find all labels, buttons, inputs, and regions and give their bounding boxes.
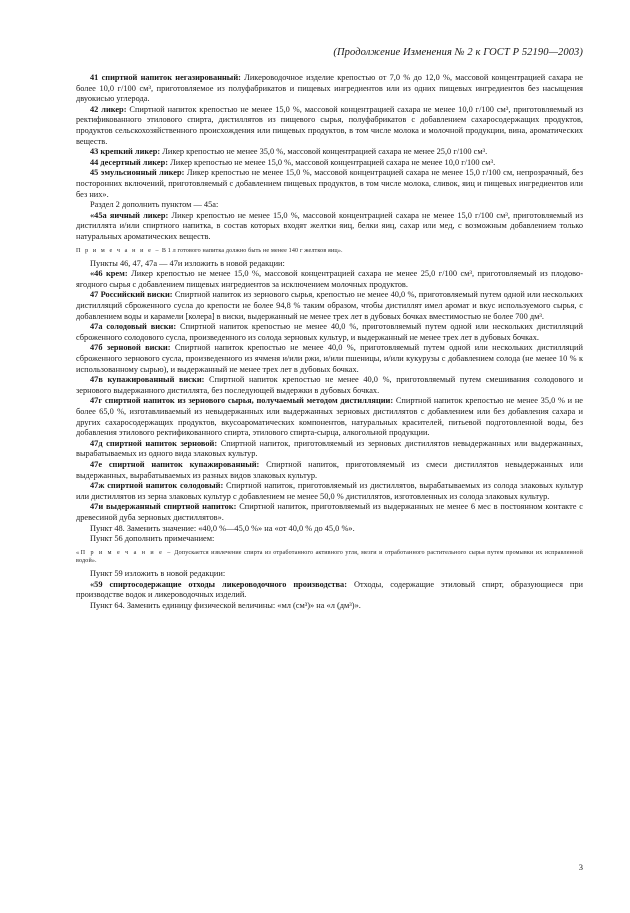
paragraph <box>76 105 583 147</box>
term: 44 десертный ликер: <box>90 157 169 167</box>
paragraph-text: Раздел 2 дополнить пунктом — 45а: <box>90 200 219 210</box>
paragraph <box>76 269 583 290</box>
paragraph <box>76 259 583 270</box>
paragraph-text: Ликероводочное изделие крепостью от 7,0 % до 12,0 %, массовой концентрацией сахара не более 10,0 г/100 см³, приготовляемое из полуфабрикатов и пищевых ингредиентов или из одних пищевых ингредиентов без насыщения двуокисью углерода. <box>76 73 584 104</box>
paragraph <box>76 158 583 169</box>
paragraph <box>76 502 583 523</box>
paragraph-text: Ликер крепостью не менее 35,0 %, массовой концентрацией сахара не менее 25,0 г/100 см³. <box>160 147 488 157</box>
note-label: П р и м е ч а н и е – <box>76 247 161 254</box>
paragraph-group-2 <box>76 259 583 545</box>
term: 47б зерновой виски: <box>90 343 171 353</box>
term: 47ж спиртной напиток солодовый: <box>90 481 224 491</box>
paragraph <box>76 580 583 601</box>
paragraph-text: Спиртной напиток, приготовляемый из дистиллятов, вырабатываемых из солода злаковых культур или дистиллятов из зерна злаковых культур с добавлением не менее 50,0 % дистиллятов, изготовленных из солода злаковых культур. <box>76 481 583 501</box>
paragraph <box>76 322 583 343</box>
term: «59 спиртосодержащие отходы ликероводочного производства: <box>90 579 347 589</box>
running-header: (Продолжение Изменения № 2 к ГОСТ Р 52190—2003) <box>333 47 583 58</box>
paragraph <box>76 147 583 158</box>
paragraph-text: Пункт 59 изложить в новой редакции: <box>90 569 226 579</box>
paragraph <box>76 375 583 396</box>
term: 47е спиртной напиток купажированный: <box>90 459 260 469</box>
paragraph-group-3 <box>76 569 583 611</box>
note-yolk <box>76 247 583 255</box>
term: 47 Российский виски: <box>90 290 173 300</box>
paragraph-text: Пункт 56 дополнить примечанием: <box>90 534 215 544</box>
term: «46 крем: <box>90 269 128 279</box>
term: 47в купажированный виски: <box>90 375 205 385</box>
paragraph-text: Спиртной напиток, приготовляемый из выдержанных не менее 6 мес в постоянном контакте с древесиной дуба зерновых дистиллятов». <box>76 502 583 522</box>
paragraph-text: Спиртной напиток из зернового сырья, крепостью не менее 40,0 %, приготовляемый путем одной или нескольких дистилляций сброженного сусла до крепости не более 94,8 % таким образом, чтобы дистиллят имел аромат и вкус используемого сырья, с добавлением воды и карамели [колера] в виски, выдержанный не менее трех лет в дубовых бочках вместимостью не более 700 дм³. <box>76 290 583 321</box>
paragraph <box>76 211 583 243</box>
paragraph <box>76 396 583 438</box>
term: 43 крепкий ликер: <box>90 147 161 157</box>
paragraph <box>76 481 583 502</box>
paragraph <box>76 460 583 481</box>
paragraph-text: Спиртной напиток крепостью не менее 35,0 % и не более 65,0 %, изготавливаемый из невыдержанных или выдержанных зерновых дистиллятов с добавлением или без добавления сахара и других сахаросодержащих продуктов, вкусоароматических компонентов, натуральных красителей, питьевой подготовленной воды, без добавления этилового ректификованного спирта, этилового спирта-сырца, алкогольной продукции. <box>76 396 583 438</box>
term: 47и выдержанный спиртной напиток: <box>90 502 237 512</box>
paragraph <box>76 524 583 535</box>
paragraph-text: Ликер крепостью не менее 15,0 %, массовой концентрацией сахара не менее 15,0 г/100 см³, приготовляемый из дистиллята и/или спиртного напитка, в состав которых входят желтки яиц, белки яиц, сахар или мед, с возможным добавлением только натуральных ароматических веществ. <box>76 210 583 241</box>
term: 47г спиртной напиток из зернового сырья, получаемый методом дистилляции: <box>90 396 394 406</box>
paragraph-text: Спиртной напиток крепостью не менее 15,0 %, массовой концентрацией сахара не менее 10,0 г/100 см³, приготовляемый из ректификованного этилового спирта, дистиллятов из пищевого сырья, полуфабрикатов с добавлением сахаросодержащих продуктов, продуктов сельскохозяйственного происхождения или пищевых продуктов, в том числе молока и молочной продукции, вина, ароматических веществ. <box>76 104 584 146</box>
term: 45 эмульсионный ликер: <box>90 168 185 178</box>
term: «45а яичный ликер: <box>90 210 169 220</box>
paragraph <box>76 168 583 200</box>
paragraph-text: Ликер крепостью не менее 15,0 %, массовой концентрацией сахара не менее 10,0 г/100 см³. <box>168 157 496 167</box>
term: 42 ликер: <box>90 104 127 114</box>
paragraph-text: Спиртной напиток крепостью не менее 40,0 %, приготовляемый путем одной или нескольких дистилляций сброженного солодового сусла, произведенного из солода зерновых культур, и выдержанный не менее трех лет в дубовых бочках. <box>76 322 583 342</box>
paragraph-text: Ликер крепостью не менее 15,0 %, массовой концентрацией сахара не менее 25,0 г/100 см³, приготовляемый из плодово-ягодного сырья с добавлением пищевых ингредиентов за исключением молочных продуктов. <box>76 269 583 289</box>
page-number: 3 <box>578 862 583 872</box>
paragraph <box>76 601 583 612</box>
paragraph <box>76 200 583 211</box>
paragraph-text: Пункты 46, 47, 47а — 47и изложить в новой редакции: <box>90 258 285 268</box>
paragraph-text: Спиртной напиток, приготовляемый из смеси дистиллятов невыдержанных или выдержанных, вырабатываемых из разных видов злаковых культур. <box>76 459 583 480</box>
paragraph-group-1 <box>76 73 583 243</box>
note-spirit-extraction <box>76 549 583 565</box>
paragraph-text: Отходы, содержащие этиловый спирт, образующиеся при производстве водок и ликероводочных изделий. <box>76 579 583 600</box>
paragraph <box>76 534 583 545</box>
paragraph-text: Ликер крепостью не менее 15,0 %, массовой концентрацией сахара не менее 15,0 г/100 см, непрозрачный, без посторонних включений, приготовляемый с добавлением пищевых продуктов, в том числе молока, сливок, яиц и пищевых ингредиентов или без них». <box>76 168 583 199</box>
note-text: Допускается извлечение спирта из отработанного активного угля, мезги и отработанного растительного сырья путем промывки их исправленной водой». <box>76 549 583 564</box>
paragraph-text: Пункт 64. Заменить единицу физической величины: «мл (см³)» на «л (дм³)». <box>90 600 361 610</box>
term: 47а солодовый виски: <box>90 322 177 332</box>
note-label: «П р и м е ч а н и е – <box>76 549 172 556</box>
paragraph-text: Спиртной напиток, приготовляемый из зерновых дистиллятов невыдержанных или выдержанных, вырабатываемых из одного вида злаковых культур. <box>76 438 583 459</box>
term: 47д спиртной напиток зерновой: <box>90 438 218 448</box>
paragraph-text: Пункт 48. Заменить значение: «40,0 %—45,0 %» на «от 40,0 % до 45,0 %». <box>90 523 355 533</box>
paragraph-text: Спиртной напиток крепостью не менее 40,0 %, приготовляемый путем одной или нескольких дистилляций сброженного зернового сусла, произведенного из ячменя и/или ржи, и/или пшеницы, и/или кукурузы с добавлением солода (не менее 10 % к использованному сырью), и выдержанный не менее трех лет в дубовых бочках. <box>76 343 583 374</box>
paragraph <box>76 73 583 105</box>
paragraph <box>76 343 583 375</box>
note-text: В 1 л готового напитка должно быть не менее 140 г желтков яиц». <box>160 247 343 254</box>
paragraph <box>76 439 583 460</box>
term: 41 спиртной напиток негазированный: <box>90 73 241 82</box>
paragraph <box>76 569 583 580</box>
paragraph <box>76 290 583 322</box>
paragraph-text: Спиртной напиток крепостью не менее 40,0 %, приготовляемый путем смешивания солодового и зернового выдержанного дистиллята, без последующей выдержки в дубовых бочках. <box>76 375 583 395</box>
document-body <box>76 73 583 612</box>
